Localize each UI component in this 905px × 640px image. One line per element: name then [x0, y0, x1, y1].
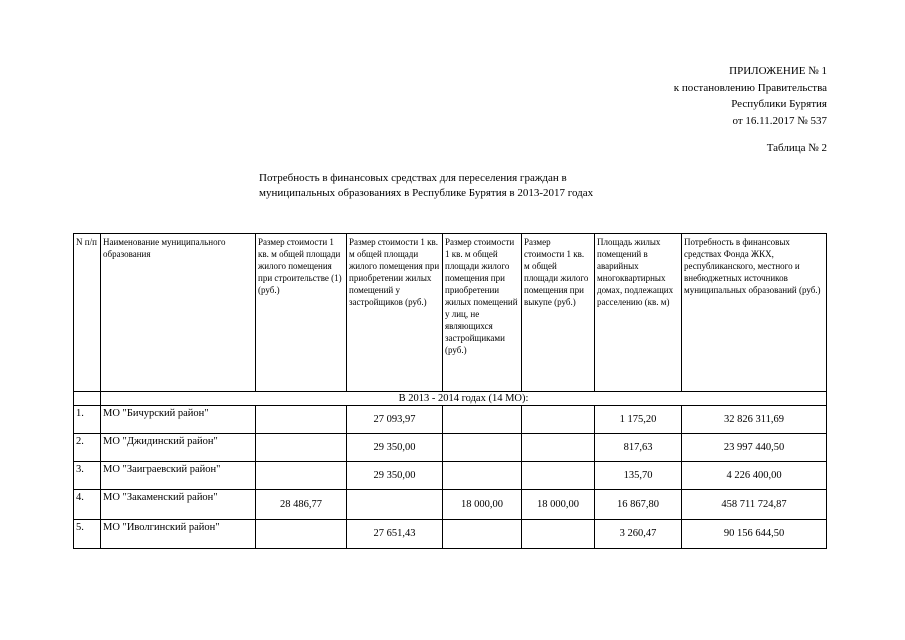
cost-non-developer: 18 000,00: [443, 490, 522, 520]
cost-construction: [256, 462, 347, 490]
document-title: [259, 171, 659, 201]
cost-buyout: [522, 462, 595, 490]
title-line: Потребность в финансовых средствах для переселения граждан в: [259, 172, 567, 184]
municipality-name: МО "Закаменский район": [101, 490, 256, 520]
cost-developer: 29 350,00: [347, 462, 443, 490]
cost-buyout: [522, 406, 595, 434]
funding-need: 23 997 440,50: [682, 434, 827, 462]
appendix-line: от 16.11.2017 № 537: [732, 114, 827, 127]
row-number: 1.: [74, 406, 101, 434]
cost-non-developer: [443, 406, 522, 434]
column-header: Наименование муниципального образования: [101, 234, 256, 392]
cost-non-developer: [443, 434, 522, 462]
cost-developer: 27 651,43: [347, 520, 443, 549]
header-row: [74, 234, 827, 392]
row-number: 5.: [74, 520, 101, 549]
area: 135,70: [595, 462, 682, 490]
municipality-name: МО "Заиграевский район": [101, 462, 256, 490]
area: 1 175,20: [595, 406, 682, 434]
funding-need: 90 156 644,50: [682, 520, 827, 549]
municipality-name: МО "Джидинский район": [101, 434, 256, 462]
table-row: [74, 520, 827, 549]
cost-construction: [256, 434, 347, 462]
funding-need: 32 826 311,69: [682, 406, 827, 434]
table-row: [74, 406, 827, 434]
municipality-name: МО "Иволгинский район": [101, 520, 256, 549]
cost-construction: 28 486,77: [256, 490, 347, 520]
area: 817,63: [595, 434, 682, 462]
cost-developer: 27 093,97: [347, 406, 443, 434]
appendix-block: [674, 63, 827, 129]
cost-buyout: [522, 520, 595, 549]
column-header: Размер стоимости 1 кв. м общей площади жилого помещения при строительстве (1) (руб.): [256, 234, 347, 392]
appendix-line: ПРИЛОЖЕНИЕ № 1: [729, 65, 827, 77]
cost-non-developer: [443, 520, 522, 549]
table-label: Таблица № 2: [766, 142, 827, 154]
column-header: N п/п: [74, 234, 101, 392]
table-row: [74, 490, 827, 520]
title-line: муниципальных образованиях в Республике Бурятия в 2013-2017 годах: [259, 187, 594, 199]
column-header: Размер стоимости 1 кв. м общей площади жилого помещения при приобретении жилых помещений у застройщиков (руб.): [347, 234, 443, 392]
row-number: 3.: [74, 462, 101, 490]
column-header: Размер стоимости 1 кв. м общей площади жилого помещения при выкупе (руб.): [522, 234, 595, 392]
cost-construction: [256, 406, 347, 434]
table-row: [74, 434, 827, 462]
funding-need: 458 711 724,87: [682, 490, 827, 520]
table-row: [74, 462, 827, 490]
row-number: 4.: [74, 490, 101, 520]
appendix-line: к постановлению Правительства: [673, 81, 827, 94]
section-heading: В 2013 - 2014 годах (14 МО):: [101, 392, 827, 406]
cost-construction: [256, 520, 347, 549]
row-number: 2.: [74, 434, 101, 462]
area: 3 260,47: [595, 520, 682, 549]
cost-non-developer: [443, 462, 522, 490]
appendix-line: Республики Бурятия: [731, 98, 827, 110]
cost-buyout: 18 000,00: [522, 490, 595, 520]
municipality-name: МО "Бичурский район": [101, 406, 256, 434]
column-header: Потребность в финансовых средствах Фонда ЖКХ, республиканского, местного и внебюджетных источников муниципальных образований (руб.): [682, 234, 827, 392]
column-header: Размер стоимости 1 кв. м общей площади жилого помещения при приобретении жилых помещений у лиц, не являющихся застройщиками (руб.): [443, 234, 522, 392]
area: 16 867,80: [595, 490, 682, 520]
cost-developer: 29 350,00: [347, 434, 443, 462]
cost-developer: [347, 490, 443, 520]
column-header: Площадь жилых помещений в аварийных многоквартирных домах, подлежащих расселению (кв. м): [595, 234, 682, 392]
funding-table: [73, 233, 827, 549]
funding-need: 4 226 400,00: [682, 462, 827, 490]
cost-buyout: [522, 434, 595, 462]
section-row: [74, 392, 827, 406]
